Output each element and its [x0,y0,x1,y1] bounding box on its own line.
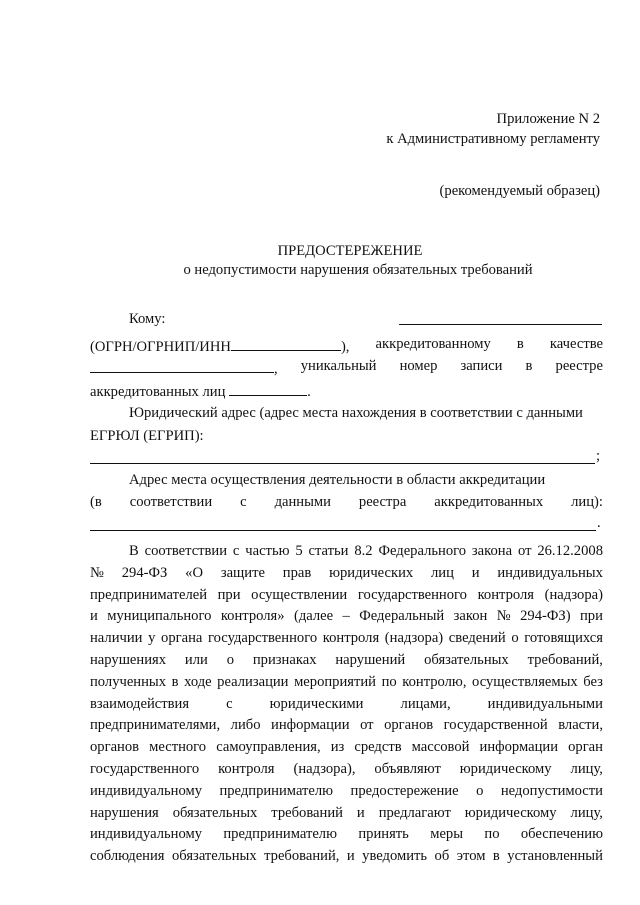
body-word: у [148,630,156,647]
body-word: нарушения [90,804,159,821]
body-word: статьи [308,543,349,559]
body-line [90,717,603,734]
body-word: прав [282,564,312,581]
document-subtitle: о недопустимости нарушения обязательных требований [183,262,533,278]
body-word: и [471,564,480,581]
body-word: государственного [208,630,318,647]
body-word: власти, [558,717,603,734]
in-word: в [516,336,524,352]
accredited-persons-line [90,381,311,401]
body-word: о [226,652,234,668]
activity-address-label [129,472,603,489]
body-word: и [90,608,98,625]
body-word: местного [149,739,207,756]
body-word: при [580,608,603,625]
body-word: требований, [527,652,603,668]
body-word: (далее [293,608,334,625]
body-word: государственного [90,761,200,777]
act2-word-5: реестра [358,494,407,510]
body-word: от [360,717,374,734]
body-word: требований, [264,848,340,865]
body-word: контролю, [402,673,467,690]
number-word: номер [399,358,438,374]
body-word: предпринимателю [223,826,337,843]
body-word: объявляют [374,761,441,777]
body-word: индивидуальному [90,826,202,843]
body-word: лицу, [570,804,603,821]
body-word: закон [453,608,488,625]
body-word: информации [479,739,559,756]
body-word: о [476,782,484,799]
body-line [90,761,603,778]
body-word: реализации [217,673,289,690]
body-word: или [184,652,208,668]
body-word: с [226,695,233,712]
body-word: осуществлении [251,586,348,603]
body-line [90,848,603,865]
body-line [90,805,603,822]
sample-note: (рекомендуемый образец) [439,183,600,199]
body-word: в [492,848,500,865]
body-word: органов [90,739,140,756]
body-word: взаимодействия [90,695,190,712]
body-word: государственной [443,717,548,734]
quality-field [90,358,274,373]
appendix-number: Приложение N 2 [496,111,600,127]
body-word: принять [358,826,409,843]
body-word: предпринимателями, [90,717,221,734]
act2-word-2: соответствии [129,494,213,510]
end-period: . [597,515,601,531]
body-word: от [517,543,532,559]
legal-address-label: Юридический адрес (адрес места нахождения в соответствии с данными [129,405,583,421]
body-word: и [356,804,365,821]
body-word: защите [220,564,265,581]
to-label: Кому: [129,311,166,327]
body-word: 26.12.2008 [537,543,603,559]
body-word: предпринимателей [90,586,208,603]
body-word: контроля [477,586,534,603]
document-title: ПРЕДОСТЕРЕЖЕНИЕ [277,243,423,259]
body-word: № [90,564,104,581]
ogrn-label: (ОГРН/ОГРНИП/ИНН [90,339,231,355]
body-word: уведомить [362,848,428,865]
body-word: Федерального [378,543,467,559]
record-word: записи [460,358,503,374]
body-word: об [434,848,450,865]
body-word: частью [245,543,290,559]
body-word: юридическому [459,761,552,777]
body-line [90,630,603,647]
body-word: В [129,543,139,559]
body-word: недопустимости [500,782,603,799]
body-word: полученных [90,673,167,690]
registry-word: реестре [555,358,603,374]
body-word: этом [456,848,486,865]
body-word: массовой [411,739,470,756]
body-word: лиц [431,564,454,581]
ogrn-close: ), [340,339,350,355]
body-word: органов [384,717,434,734]
body-word: органа [161,630,203,647]
body-word: ходе [184,673,212,690]
body-word: индивидуальному [90,782,202,799]
body-word: № [496,608,511,625]
activity-address-text: Адрес места осуществления деятельности в области аккредитации [129,472,546,488]
body-word: наличии [90,630,143,647]
act2-word-3: с [240,494,247,510]
body-word: без [583,673,603,690]
unique-word: уникальный [300,358,377,374]
body-word: нарушениях [90,652,167,668]
semicolon: ; [596,448,601,464]
accredited-persons-label: аккредитованных лиц [90,384,226,400]
body-word: обеспечению [520,826,603,843]
body-word: в [171,673,179,690]
body-line [90,587,603,604]
body-word: (надзора), [293,761,356,777]
body-word: о [511,630,519,647]
body-word: нарушений [335,652,406,668]
body-word: обязательных [171,848,257,865]
body-word: предостережение [350,782,459,799]
body-line [90,652,603,669]
unique-number-line [90,358,603,378]
body-word: контроля [218,761,275,777]
body-word: государственного [357,586,467,603]
body-word: «О [185,564,203,581]
legal-address-label-2: ЕГРЮЛ (ЕГРИП): [90,428,204,444]
quality-word: качестве [549,336,603,352]
body-word: 294-ФЗ [121,564,168,581]
comma: , [274,361,278,377]
body-line [90,565,603,582]
body-word: средств [354,739,402,756]
body-word: требований [271,804,343,821]
registry-number-field [229,381,307,396]
body-word: 5 [295,543,303,559]
body-word: Федеральный [359,608,445,625]
body-word: закона [471,543,513,559]
body-line [90,674,603,691]
period: . [307,384,311,400]
body-word: индивидуальных [497,564,603,581]
activity-address-field [90,530,596,531]
body-line [129,543,603,560]
body-word: муниципального [107,608,212,625]
body-word: признаках [252,652,317,668]
body-word: контроля [322,630,380,647]
body-word: самоуправления, [216,739,321,756]
act2-word-1: (в [90,494,102,510]
body-word: (надзора) [384,630,444,647]
body-word: соблюдения [90,848,165,865]
legal-address-field [90,463,595,464]
body-word: по [484,826,500,843]
body-word: меры [430,826,464,843]
body-word: лицу, [570,761,603,777]
act2-word-6: аккредитованных [434,494,544,510]
body-word: сведений [448,630,506,647]
body-line [90,608,603,625]
body-word: обязательных [172,804,258,821]
activity-address-label-2 [90,494,603,511]
body-word: 294-ФЗ) [520,608,571,625]
body-word: юридическими [269,695,364,712]
body-word: – [342,608,350,625]
body-word: осуществляемых [472,673,578,690]
body-word: готовящихся [524,630,603,647]
body-word: из [330,739,345,756]
body-line [90,826,603,843]
accredited-word: аккредитованному [375,336,491,352]
body-word: информации [271,717,350,734]
regulation-reference: к Административному регламенту [386,131,600,147]
body-word: соответствии [144,543,228,559]
body-word: (надзора) [544,586,603,603]
body-word: предпринимателю [219,782,334,799]
body-word: индивидуальными [487,695,603,712]
body-word: юридических [329,564,414,581]
body-word: мероприятий [294,673,376,690]
body-word: обязательных [424,652,509,668]
body-word: по [381,673,397,690]
body-word: при [217,586,241,603]
body-word: орган [568,739,603,756]
body-word: контроля» [220,608,285,625]
recipient-line [399,324,602,325]
body-line [90,783,603,800]
body-line [90,739,603,756]
body-word: с [232,543,240,559]
act2-word-7: лиц): [571,494,603,510]
body-word: лицами, [400,695,451,712]
body-word: 8.2 [354,543,373,559]
body-word: юридическому [464,804,557,821]
body-line [90,696,603,713]
ogrn-line [90,336,603,356]
body-word: либо [230,717,261,734]
body-word: и [346,848,355,865]
act2-word-4: данными [274,494,331,510]
in-word-2: в [525,358,533,374]
body-word: предлагают [378,804,451,821]
ogrn-field [231,336,341,351]
body-word: установленный [507,848,603,865]
